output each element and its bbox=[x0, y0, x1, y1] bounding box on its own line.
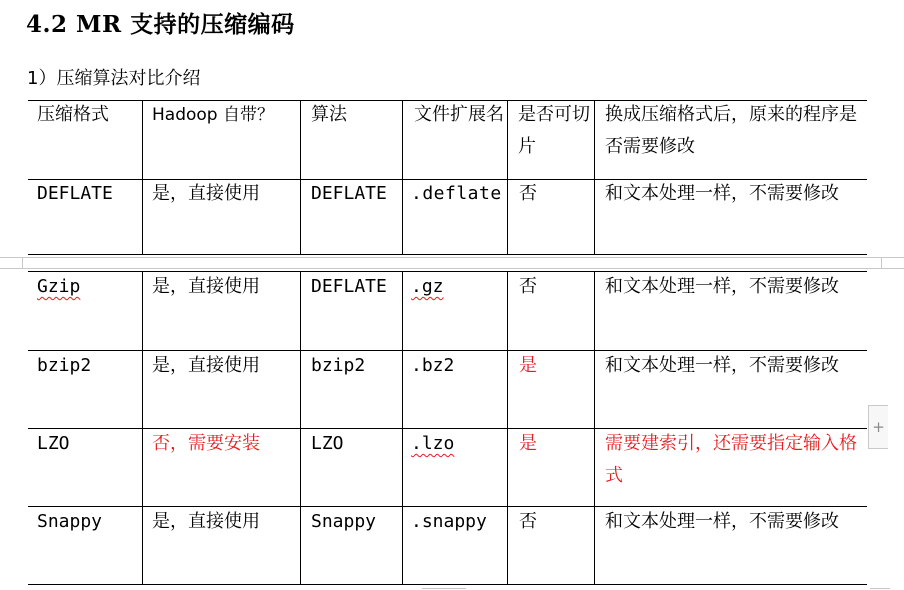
column-rule bbox=[594, 271, 595, 585]
column-rule bbox=[300, 271, 301, 585]
modify-cell: 需要建索引，还需要指定输入格式 bbox=[605, 433, 857, 486]
extension-text: .lzo bbox=[411, 433, 455, 454]
algorithm-cell: DEFLATE bbox=[311, 276, 387, 297]
column-rule bbox=[402, 271, 403, 585]
table-caption: 1）压缩算法对比介绍 bbox=[27, 68, 201, 89]
splittable-cell: 是 bbox=[519, 433, 537, 454]
algorithm-cell: LZO bbox=[311, 433, 344, 454]
header-cell-format: 压缩格式 bbox=[37, 104, 109, 125]
header-cell-splittable: 是否可切片 bbox=[518, 104, 590, 157]
page-margin-mark bbox=[881, 257, 882, 269]
builtin-cell: 是，直接使用 bbox=[152, 276, 260, 297]
column-rule bbox=[507, 271, 508, 585]
format-cell: bzip2 bbox=[37, 355, 92, 376]
page-margin-mark bbox=[422, 588, 466, 589]
extension-cell bbox=[411, 428, 507, 460]
format-cell bbox=[37, 271, 137, 303]
column-rule bbox=[402, 100, 403, 255]
modify-cell: 和文本处理一样，不需要修改 bbox=[605, 276, 839, 297]
plus-icon: + bbox=[872, 418, 885, 436]
splittable-cell: 否 bbox=[519, 183, 537, 204]
algorithm-cell: Snappy bbox=[311, 511, 377, 532]
column-rule bbox=[142, 100, 143, 255]
add-row-button[interactable] bbox=[868, 405, 888, 449]
algorithm-cell: DEFLATE bbox=[311, 183, 387, 204]
builtin-cell: 是，直接使用 bbox=[152, 511, 260, 532]
extension-cell: .snappy bbox=[411, 511, 487, 532]
splittable-cell: 是 bbox=[519, 355, 537, 376]
extension-cell: .deflate bbox=[411, 183, 502, 204]
page-break-line bbox=[0, 257, 904, 258]
page-margin-mark bbox=[870, 588, 890, 589]
extension-cell: .bz2 bbox=[411, 355, 455, 376]
modify-cell: 和文本处理一样，不需要修改 bbox=[605, 355, 839, 376]
algorithm-cell: bzip2 bbox=[311, 355, 366, 376]
modify-cell: 和文本处理一样，不需要修改 bbox=[605, 511, 839, 532]
column-rule bbox=[594, 100, 595, 255]
format-cell: DEFLATE bbox=[37, 183, 113, 204]
header-cell-modify: 换成压缩格式后，原来的程序是否需要修改 bbox=[605, 104, 857, 157]
header-cell-extension: 文件扩展名 bbox=[414, 104, 504, 125]
splittable-cell: 否 bbox=[519, 511, 537, 532]
builtin-cell: 否，需要安装 bbox=[152, 433, 260, 454]
column-rule bbox=[507, 100, 508, 255]
column-rule bbox=[142, 271, 143, 585]
format-text: Gzip bbox=[37, 276, 81, 297]
extension-text: .gz bbox=[411, 276, 444, 297]
builtin-cell: 是，直接使用 bbox=[152, 355, 260, 376]
modify-cell: 和文本处理一样，不需要修改 bbox=[605, 183, 839, 204]
table-rule bbox=[28, 254, 867, 255]
format-cell: Snappy bbox=[37, 511, 103, 532]
page-margin-mark bbox=[22, 257, 23, 269]
splittable-cell: 否 bbox=[519, 276, 537, 297]
builtin-cell: 是，直接使用 bbox=[152, 183, 260, 204]
column-rule bbox=[300, 100, 301, 255]
extension-cell bbox=[411, 271, 507, 303]
section-heading: 4.2 MR 支持的压缩编码 bbox=[26, 11, 295, 38]
header-cell-algorithm: 算法 bbox=[311, 104, 347, 125]
format-cell: LZO bbox=[37, 433, 70, 454]
header-cell-builtin: Hadoop 自带？ bbox=[152, 105, 274, 125]
page-break-line bbox=[0, 268, 904, 269]
table-rule bbox=[28, 584, 867, 585]
